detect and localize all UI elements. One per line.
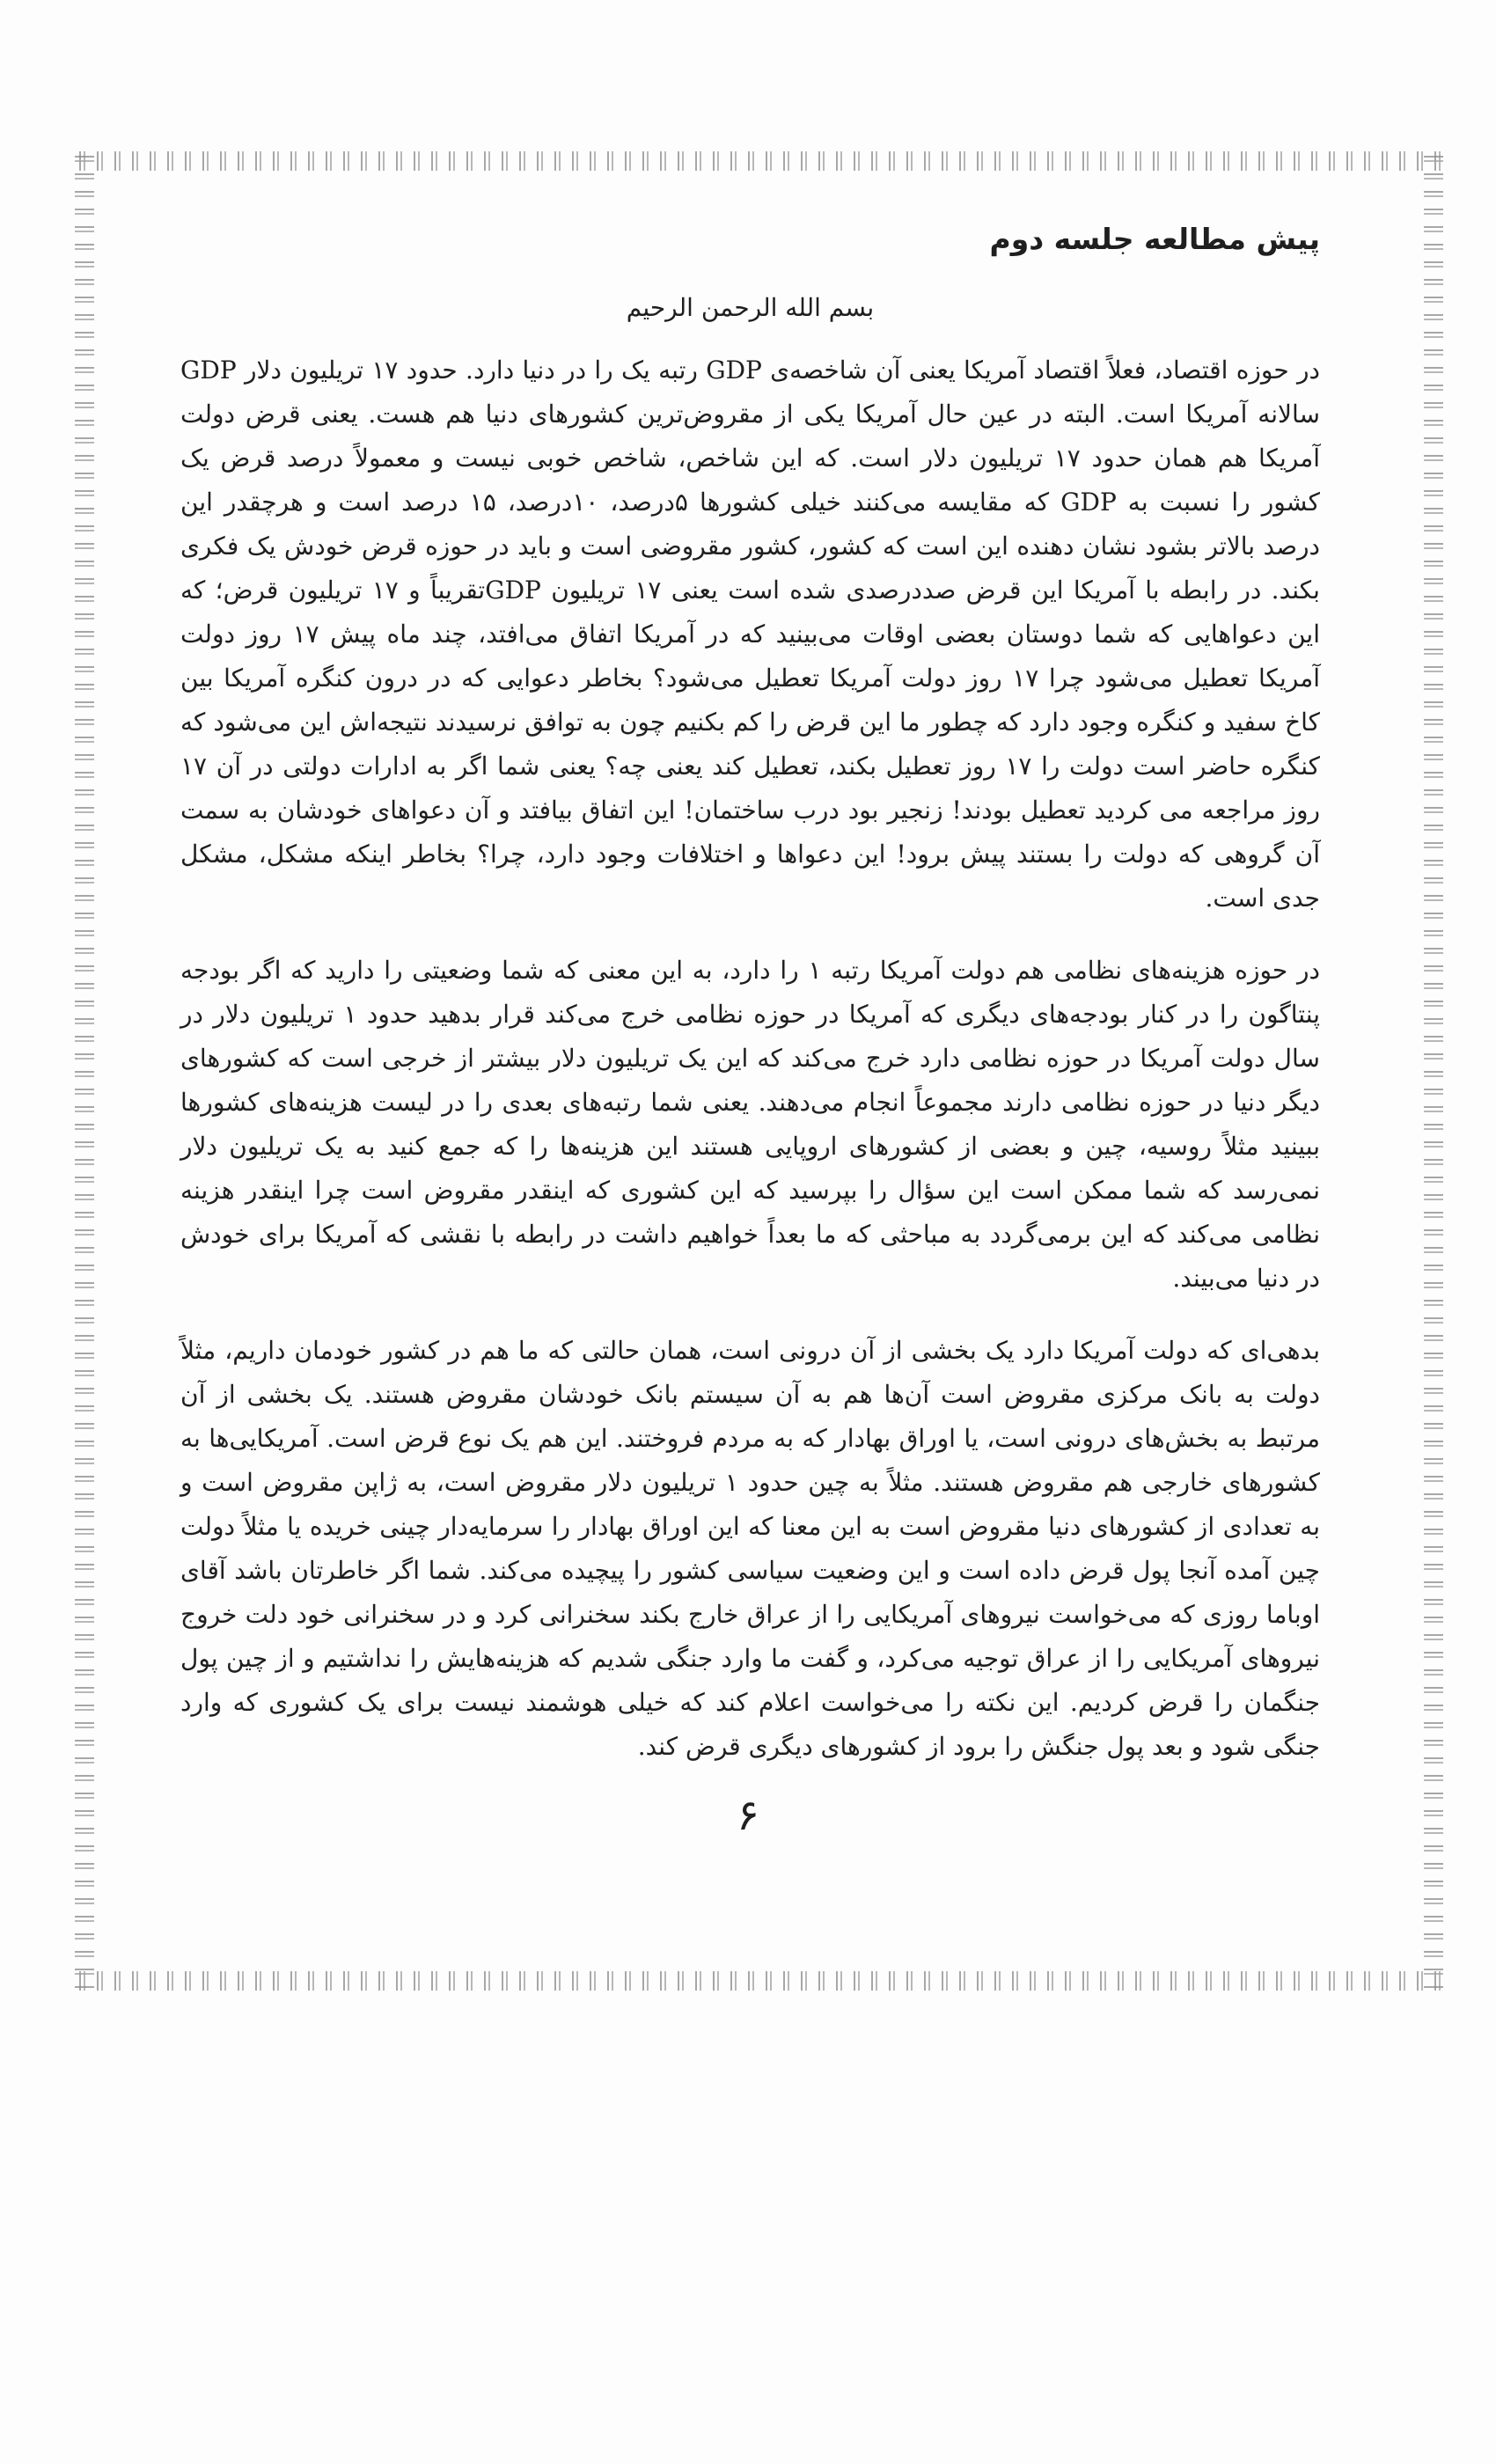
decorative-border-right: [1424, 151, 1443, 1991]
decorative-border-top: [75, 151, 1443, 171]
paragraph-military-spending: در حوزه هزینه‌های نظامی هم دولت آمریکا رتبه ۱ را دارد، به این معنی که شما وضعیتی را دارید که اگر بودجه پنتاگون را در کنار بودجه‌های دیگری که آمریکا در حوزه نظامی خرج می‌کند قرار بدهید حدود ۱ تریلیون دلار در سال دولت آمریکا در حوزه نظامی دارد خرج می‌کند که این یک تریلیون دلار بیشتر از خرجی است که کشورهای دیگر دنیا در حوزه نظامی دارند مجموعاً انجام می‌دهند. یعنی شما رتبه‌های بعدی را در لیست هزینه‌های کشورها ببینید مثلاً روسیه، چین و بعضی از کشورهای اروپایی هستند این هزینه‌ها را که جمع کنید به یک تریلیون دلار نمی‌رسد که شما ممکن است این سؤال را بپرسید که این کشوری که اینقدر مقروض است چرا اینقدر هزینه نظامی می‌کند که این برمی‌گردد به مباحثی که ما بعداً خواهیم داشت در رابطه با نقشی که آمریکا برای خودش در دنیا می‌بیند.: [180, 956, 1320, 1293]
paragraph-debt: بدهی‌ای که دولت آمریکا دارد یک بخشی از آن درونی است، همان حالتی که ما هم در کشور خودمان داریم، مثلاً دولت به بانک مرکزی مقروض است آن‌ها هم به آن سیستم بانک خودشان مقروض هستند. یک بخشی از آن مرتبط به بخش‌های درونی است، یا اوراق بهادار که به مردم فروختند. این هم یک نوع قرض است. آمریکایی‌ها به کشورهای خارجی هم مقروض هستند. مثلاً به چین حدود ۱ تریلیون دلار مقروض است، به ژاپن مقروض است و به تعدادی از کشورهای دنیا مقروض است به این معنا که این اوراق بهادار را سرمایه‌دار چینی خریده یا مثلاً دولت چین آمده آنجا پول قرض داده است و این وضعیت سیاسی کشور را پیچیده می‌کند. شما اگر خاطرتان باشد آقای اوباما روزی که می‌خواست نیروهای آمریکایی را از عراق خارج بکند سخنرانی کرد و در سخنرانی خود دلت خروج نیروهای آمریکایی را از عراق توجیه می‌کرد، و گفت ما وارد جنگی شدیم که هزینه‌هایش را نداشتیم و از چین پول جنگمان را قرض کردیم. این نکته را می‌خواست اعلام کند که خیلی هوشمند نیست برای یک کشوری که وارد جنگی شود و بعد پول جنگش را برود از کشورهای دیگری قرض کند.: [180, 1336, 1320, 1761]
decorative-border-left: [75, 151, 94, 1991]
page-content: [180, 220, 1320, 1901]
page-title: پیش مطالعه جلسه دوم: [989, 222, 1320, 256]
bismillah-line: بسم الله الرحمن الرحیم: [626, 293, 875, 322]
page-number: ۶: [737, 1791, 759, 1840]
paragraph-economy: در حوزه اقتصاد، فعلاً اقتصاد آمریکا یعنی آن شاخصه‌ی GDP رتبه یک را در دنیا دارد. حدود ۱۷ تریلیون دلار GDP سالانه آمریکا است. البته در عین حال آمریکا یکی از مقروض‌ترین کشورهای دنیا هم هست. یعنی قرض دولت آمریکا هم همان حدود ۱۷ تریلیون دلار است. که این شاخص، شاخص خوبی نیست و معمولاً درصد قرض یک کشور را نسبت به GDP که مقایسه می‌کنند خیلی کشورها ۵درصد، ۱۰درصد، ۱۵ درصد است و هرچقدر این درصد بالاتر بشود نشان دهنده این است که کشور، کشور مقروضی است و باید در حوزه قرض خودش یک فکری بکند. در رابطه با آمریکا این قرض صددرصدی شده است یعنی ۱۷ تریلیون GDPتقریباً و ۱۷ تریلیون قرض؛ که این دعواهایی که شما دوستان بعضی اوقات می‌بینید که در آمریکا اتفاق می‌افتد، چند ماه پیش ۱۷ روز دولت آمریکا تعطیل می‌شود چرا ۱۷ روز دولت آمریکا تعطیل می‌شود؟ بخاطر دعوایی که در درون کنگره آمریکا بین کاخ سفید و کنگره وجود دارد که چطور ما این قرض را کم بکنیم چون به توافق نرسیدند نتیجه‌اش این می‌شود که کنگره حاضر است دولت را ۱۷ روز تعطیل بکند، تعطیل کند یعنی چه؟ یعنی شما اگر به ادارات دولتی در آن ۱۷ روز مراجعه می کردید تعطیل بودند! زنجیر بود درب ساختمان! این اتفاق بیافتد و آن دعواهای خودشان به سمت آن گروهی که دولت را بستند پیش برود! این دعواها و اختلافات وجود دارد، چرا؟ بخاطر اینکه مشکل، مشکل جدی است.: [180, 356, 1321, 913]
decorative-border-bottom: [75, 1971, 1443, 1991]
